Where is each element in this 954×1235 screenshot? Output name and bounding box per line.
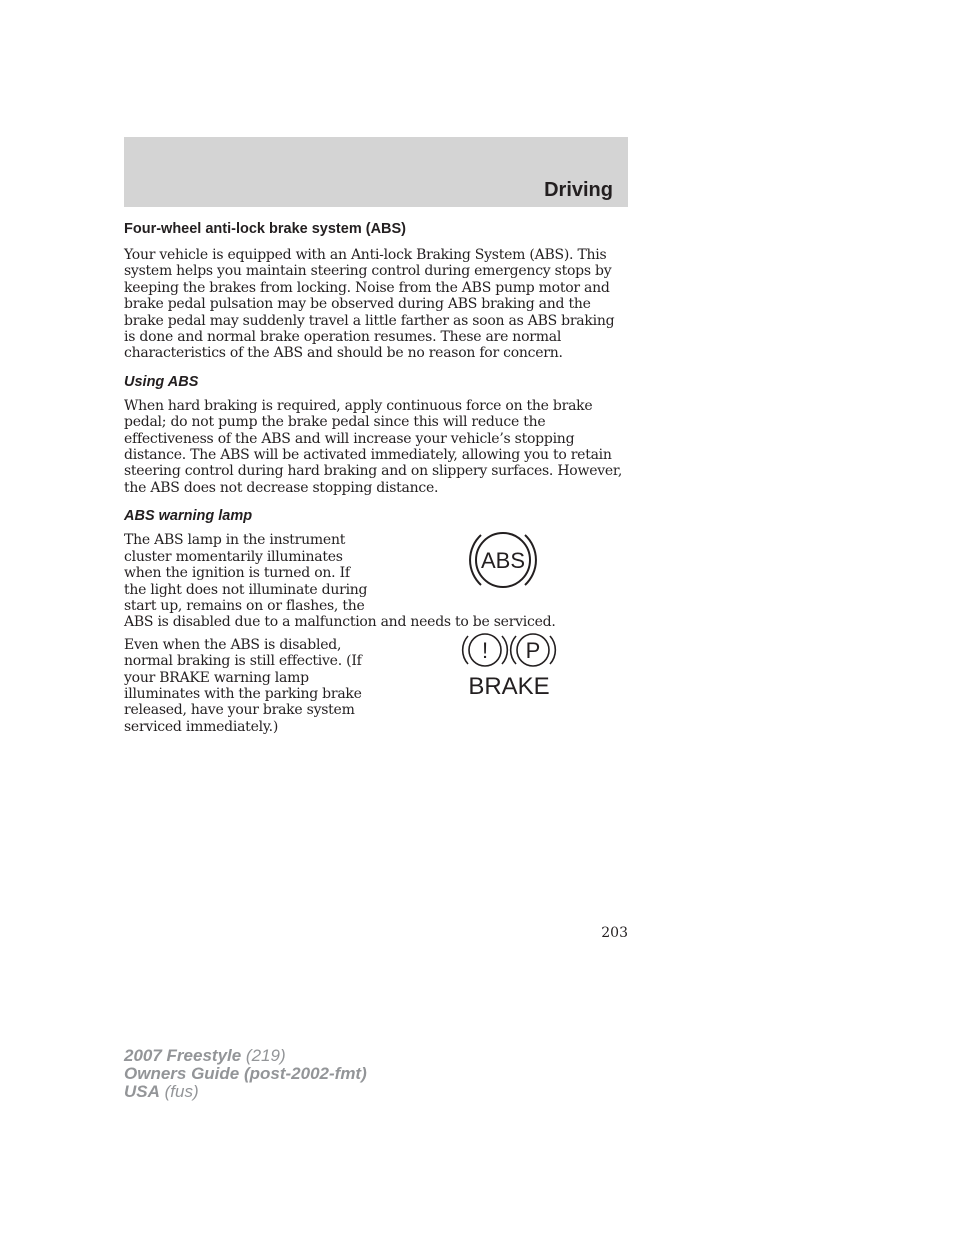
brake-lamp-park: P	[525, 637, 541, 663]
abs-lamp-label: ABS	[480, 548, 526, 574]
abs-heading: Four-wheel anti-lock brake system (ABS)	[124, 221, 407, 237]
abs-warning-lamp-icon	[463, 527, 543, 593]
footer-model: 2007 Freestyle	[124, 1046, 242, 1065]
abs-paragraph: Your vehicle is equipped with an Anti-lock Braking System (ABS). This system helps you maintain steering control during emergency stops by keeping the brakes from locking. Noise from the ABS pump motor and brake pedal pulsation may be observed during ABS braking and the brake pedal may suddenly travel a little farther as soon as ABS braking is done and normal brake operation resumes. These are normal characteristics of the ABS and should be no reason for concern.	[124, 247, 615, 362]
warning-lamp-paragraph-2: Even when the ABS is disabled, normal braking is still effective. (If your BRAKE warning lamp illuminates with the parking brake released, have your brake system serviced immediately.)	[124, 636, 362, 735]
abs-lamp-row	[124, 532, 629, 614]
section-title: Driving	[544, 179, 613, 201]
section-header-band	[124, 137, 628, 207]
footer-market-code: (fus)	[159, 1082, 199, 1101]
footer-guide: Owners Guide (post-2002-fmt)	[124, 1064, 367, 1083]
using-abs-paragraph: When hard braking is required, apply continuous force on the brake pedal; do not pump the brake pedal since this will reduce the effectiveness of the ABS and will increase your vehicle’s stopping distance. The ABS will be activated immediately, allowing you to retain steering control during hard braking and on slippery surfaces. However, the ABS does not decrease stopping distance.	[124, 397, 623, 496]
brake-lamp-exclamation: !	[481, 637, 489, 663]
page-number: 203	[601, 925, 628, 941]
document-footer	[124, 1047, 367, 1101]
warning-lamp-paragraph-wide: ABS is disabled due to a malfunction and needs to be serviced.	[124, 614, 556, 631]
abs-warning-lamp-heading: ABS warning lamp	[124, 508, 253, 525]
brake-lamp-row	[124, 637, 629, 735]
using-abs-heading: Using ABS	[124, 373, 199, 390]
brake-lamp-label: BRAKE	[468, 672, 550, 698]
brake-warning-lamp-icon	[461, 632, 557, 698]
footer-model-code: (219)	[241, 1046, 286, 1065]
page-content	[124, 220, 629, 735]
footer-market: USA	[124, 1082, 160, 1101]
warning-lamp-paragraph-narrow: The ABS lamp in the instrument cluster momentarily illuminates when the ignition is turned on. If the light does not illuminate during start up, remains on or flashes, the	[124, 532, 368, 614]
